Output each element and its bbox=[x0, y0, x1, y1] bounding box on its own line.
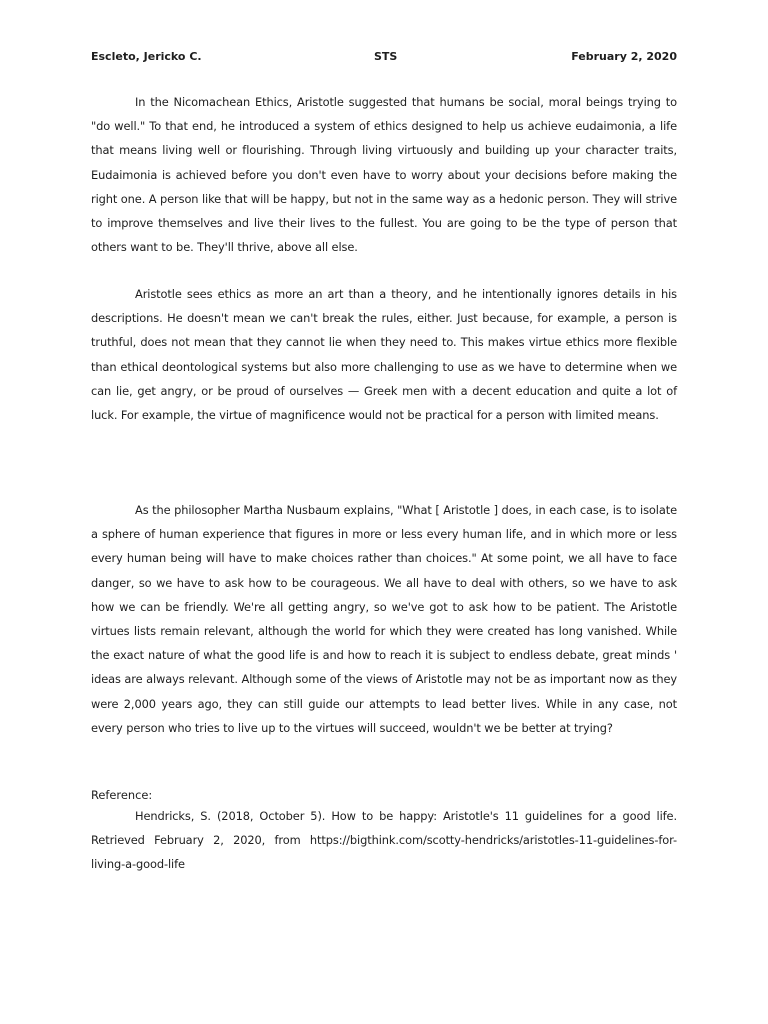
body-paragraph: As the philosopher Martha Nusbaum explains, "What [ Aristotle ] does, in each case, is to isolate a sphere of human experience that figures in more or less every human life, and in which more or less every human being will have to make choices rather than choices." At some point, we all have to face danger, so we have to ask how to be courageous. We all have to deal with others, so we have to ask how we can be friendly. We're all getting angry, so we've got to ask how to be patient. The Aristotle virtues lists remain relevant, although the world for which they were created has long vanished. While the exact nature of what the good life is and how to reach it is subject to endless debate, great minds ' ideas are always relevant. Although some of the views of Aristotle may not be as important now as they were 2,000 years ago, they can still guide our attempts to lead better lives. While in any case, not every person who tries to live up to the virtues will succeed, wouldn't we be better at trying? bbox=[91, 503, 677, 735]
paragraph-2-block bbox=[91, 282, 677, 427]
author-name: Escleto, Jericko C. bbox=[91, 50, 202, 63]
body-paragraph: Aristotle sees ethics as more an art than a theory, and he intentionally ignores details in his descriptions. He doesn't mean we can't break the rules, either. Just because, for example, a person is truthful, does not mean that they cannot lie when they need to. This makes virtue ethics more flexible than ethical deontological systems but also more challenging to use as we have to determine when we can lie, get angry, or be proud of ourselves — Greek men with a decent education and quite a lot of luck. For example, the virtue of magnificence would not be practical for a person with limited means. bbox=[91, 287, 677, 423]
paragraph-1-block bbox=[91, 90, 677, 259]
reference-block bbox=[91, 804, 677, 877]
reference-heading: Reference: bbox=[91, 788, 153, 802]
body-paragraph: In the Nicomachean Ethics, Aristotle suggested that humans be social, moral beings trying to "do well." To that end, he introduced a system of ethics designed to help us achieve eudaimonia, a life that means living well or flourishing. Through living virtuously and building up your character traits, Eudaimonia is achieved before you don't even have to worry about your decisions before making the right one. A person like that will be happy, but not in the same way as a hedonic person. They will strive to improve themselves and live their lives to the fullest. You are going to be the type of person that others want to be. They'll thrive, above all else. bbox=[91, 95, 677, 255]
paragraph-3-block bbox=[91, 498, 677, 740]
reference-entry: Hendricks, S. (2018, October 5). How to be happy: Aristotle's 11 guidelines for a good life. Retrieved February 2, 2020, from https://bigthink.com/scotty-hendricks/aristotles-11-guidelines-for-living-a-good-life bbox=[91, 809, 677, 872]
subject-label: STS bbox=[374, 50, 398, 63]
page-header bbox=[91, 48, 677, 66]
document-date: February 2, 2020 bbox=[571, 50, 677, 63]
